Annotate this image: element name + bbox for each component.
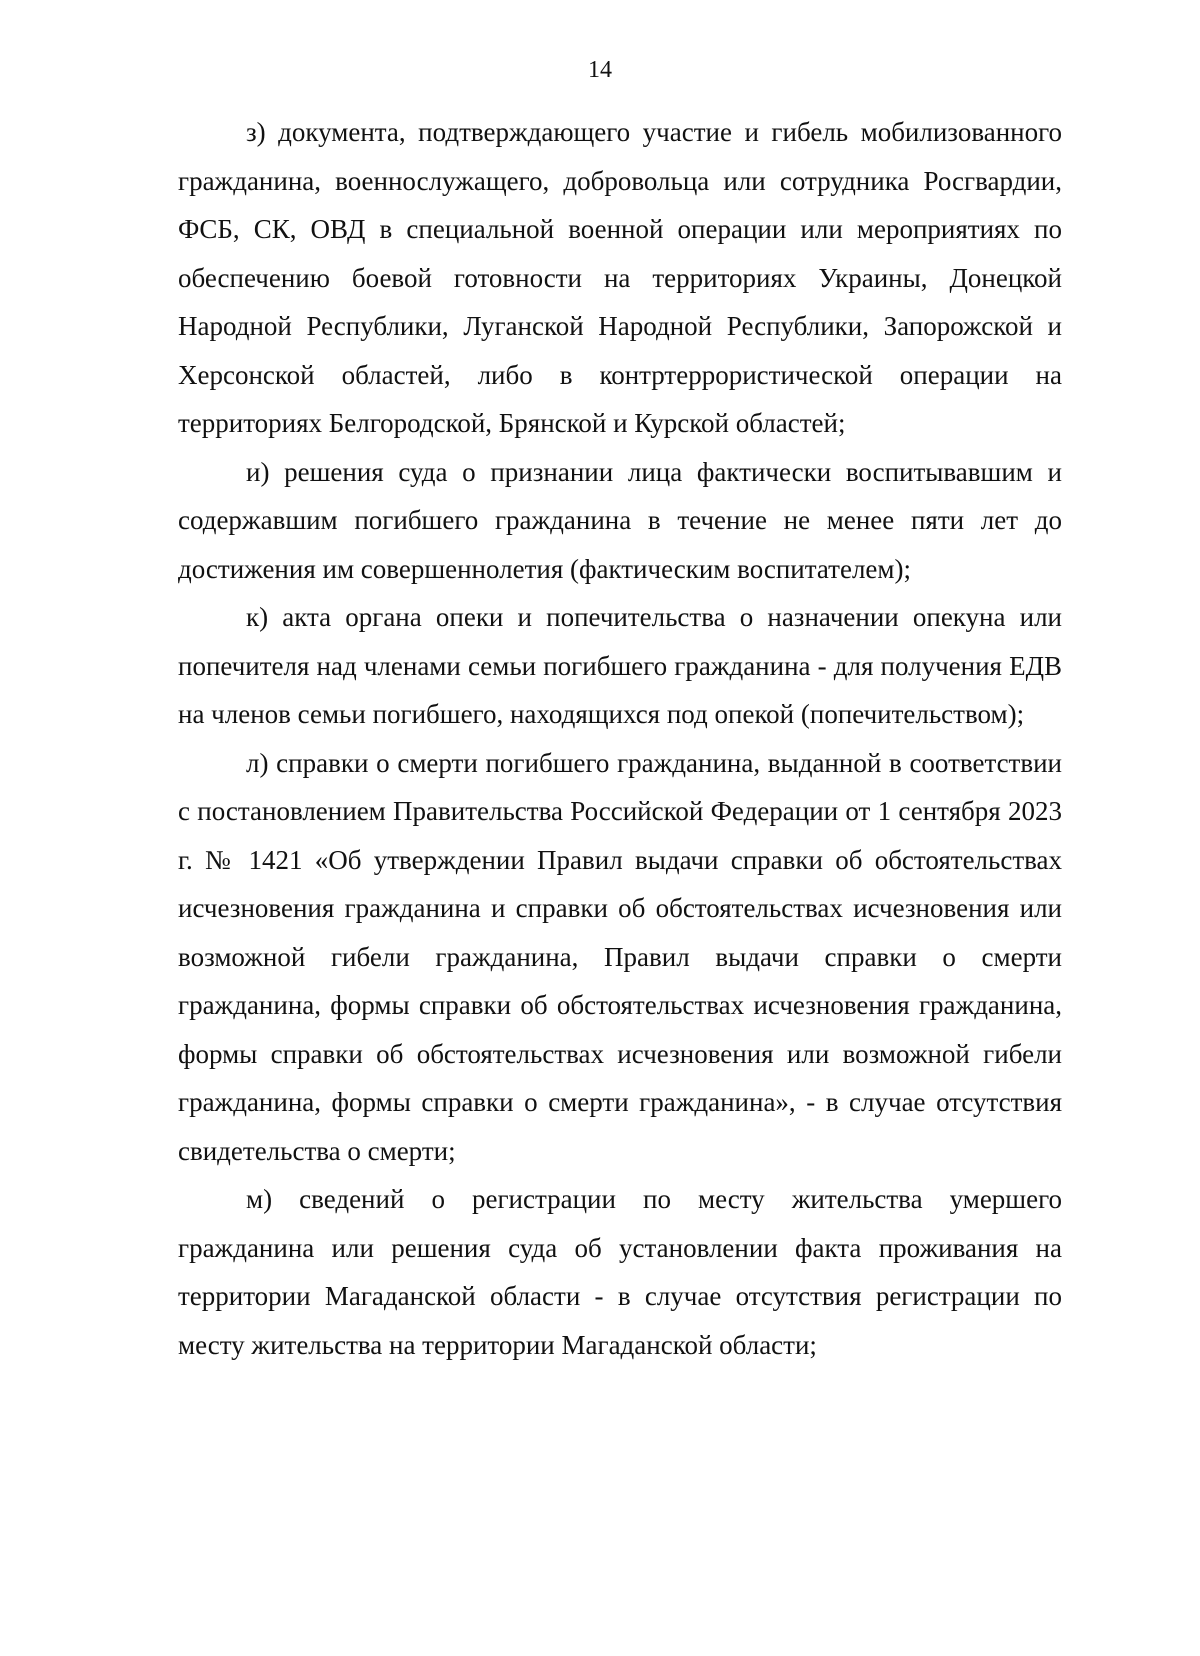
paragraph-l: л) справки о смерти погибшего гражданина, выданной в соответствии с постановлением Правительства Российской Федерации от 1 сентября 2023 г. № 1421 «Об утверждении Правил выдачи справки об обстоятельствах исчезновения гражданина и справки об обстоятельствах исчезновения или возможной гибели гражданина, Правил выдачи справки о смерти гражданина, формы справки об обстоятельствах исчезновения гражданина, формы справки об обстоятельствах исчезновения или возможной гибели гражданина, формы справки о смерти гражданина», - в случае отсутствия свидетельства о смерти; bbox=[178, 747, 1062, 1166]
page-number: 14 bbox=[588, 57, 612, 83]
paragraph-m: м) сведений о регистрации по месту жительства умершего гражданина или решения суда об установлении факта проживания на территории Магаданской области - в случае отсутствия регистрации по месту жительства на территории Магаданской области; bbox=[178, 1184, 1062, 1360]
paragraph-i: и) решения суда о признании лица фактически воспитывавшим и содержавшим погибшего гражданина в течение не менее пяти лет до достижения им совершеннолетия (фактическим воспитателем); bbox=[178, 456, 1062, 584]
paragraph-k: к) акта органа опеки и попечительства о назначении опекуна или попечителя над членами семьи погибшего гражданина - для получения ЕДВ на членов семьи погибшего, находящихся под опекой (попечительством); bbox=[178, 602, 1062, 729]
paragraph-z: з) документа, подтверждающего участие и гибель мобилизованного гражданина, военнослужащего, добровольца или сотрудника Росгвардии, ФСБ, СК, ОВД в специальной военной операции или мероприятиях по обеспечению боевой готовности на территориях Украины, Донецкой Народной Республики, Луганской Народной Республики, Запорожской и Херсонской областей, либо в контртеррористической операции на территориях Белгородской, Брянской и Курской областей; bbox=[178, 117, 1062, 438]
document-body bbox=[178, 108, 1062, 1369]
